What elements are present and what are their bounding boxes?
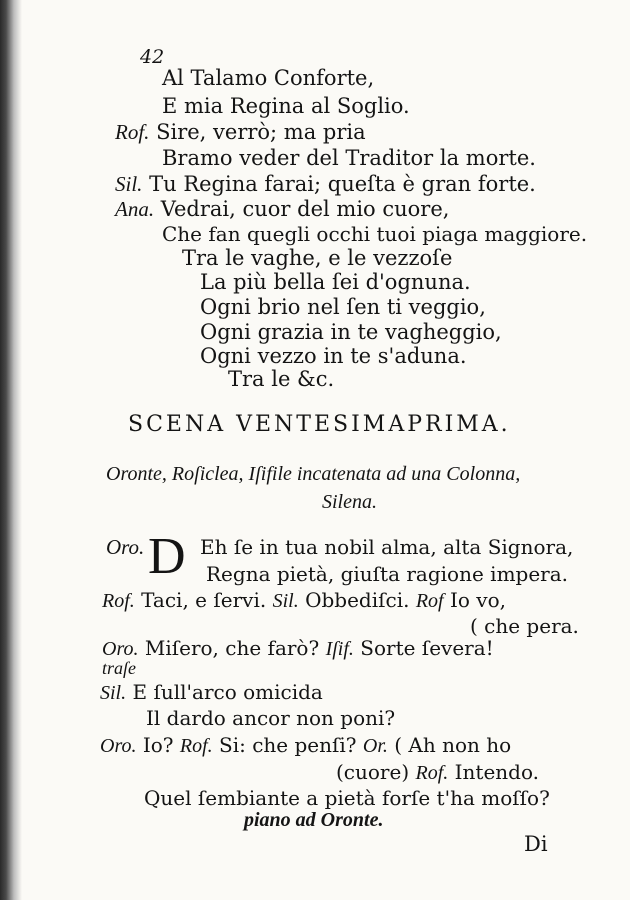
verse-line: Ogni brio nel ſen ti veggio, — [200, 295, 486, 319]
dialogue-line: (cuore) Rof. Intendo. — [336, 760, 540, 784]
speaker-label: Sil. — [115, 172, 143, 196]
drop-cap: D — [148, 528, 186, 585]
dialogue-line: Rof. Taci, e ſervi. Sil. Obbediſci. Rof Io vo, — [102, 588, 506, 612]
verse-line: Al Talamo Conforte, — [162, 66, 375, 90]
scene-heading: SCENA VENTESIMAPRIMA. — [128, 412, 511, 437]
speaker-label: Iſif. — [325, 638, 354, 660]
verse-line: Sil. Tu Regina farai; queſta è gran forte. — [115, 172, 536, 196]
speaker-label: Oro. — [100, 735, 137, 757]
verse-line: Ogni vezzo in te s'aduna. — [200, 344, 467, 368]
cast-list-cont: Silena. — [322, 491, 377, 513]
cast-list: Oronte, Roſiclea, Iſifile incatenata ad una Colonna, — [106, 463, 521, 485]
stage-direction: piano ad Oronte. — [244, 809, 384, 831]
speaker-label: Sil. — [272, 590, 299, 612]
page-number: 42 — [140, 46, 165, 68]
verse-line: Ana. Vedrai, cuor del mio cuore, — [115, 197, 450, 221]
verse-line: Rof. Sire, verrò; ma pria — [115, 120, 366, 144]
speaker-label: Oro. — [102, 638, 139, 660]
dialogue-line: ( che pera. — [470, 614, 579, 638]
verse-line: Che fan quegli occhi tuoi piaga maggiore. — [162, 222, 588, 246]
catchword: Di — [524, 832, 548, 856]
speaker-label: Ana. — [115, 197, 155, 221]
verse-line: Tra le &c. — [228, 367, 335, 391]
dialogue-line: Oro. Miſero, che farò? Iſif. Sorte ſevera! — [102, 636, 494, 660]
dialogue-line: Il dardo ancor non poni? — [146, 706, 396, 730]
verse-line: La più bella ſei d'ognuna. — [200, 270, 471, 294]
verse-line: Bramo veder del Traditor la morte. — [162, 146, 536, 170]
verse-line: E mia Regina al Soglio. — [162, 94, 410, 118]
speaker-label: Rof. — [179, 735, 213, 757]
speaker-label: Rof. — [415, 762, 449, 784]
speaker-label: Oro. — [106, 535, 145, 559]
dialogue-line — [106, 535, 144, 559]
stage-direction: traſe — [102, 658, 136, 678]
speaker-label: Sil. — [100, 682, 127, 704]
dialogue-line: Regna pietà, giuſta ragione impera. — [206, 562, 569, 586]
dialogue-line: Sil. E ſull'arco omicida — [100, 680, 323, 704]
dialogue-line: Oro. Io? Rof. Si: che penſi? Or. ( Ah non ho — [100, 733, 512, 757]
dialogue-line: Eh ſe in tua nobil alma, alta Signora, — [200, 535, 574, 559]
speaker-label: Rof — [415, 590, 444, 612]
speaker-label: Rof. — [115, 120, 150, 144]
page-gutter — [0, 0, 22, 900]
dialogue-line: Quel ſembiante a pietà forſe t'ha moſſo? — [144, 786, 550, 810]
verse-line: Ogni grazia in te vagheggio, — [200, 320, 502, 344]
speaker-label: Rof. — [102, 590, 135, 612]
speaker-label: Or. — [362, 735, 388, 757]
verse-line: Tra le vaghe, e le vezzoſe — [182, 246, 453, 270]
